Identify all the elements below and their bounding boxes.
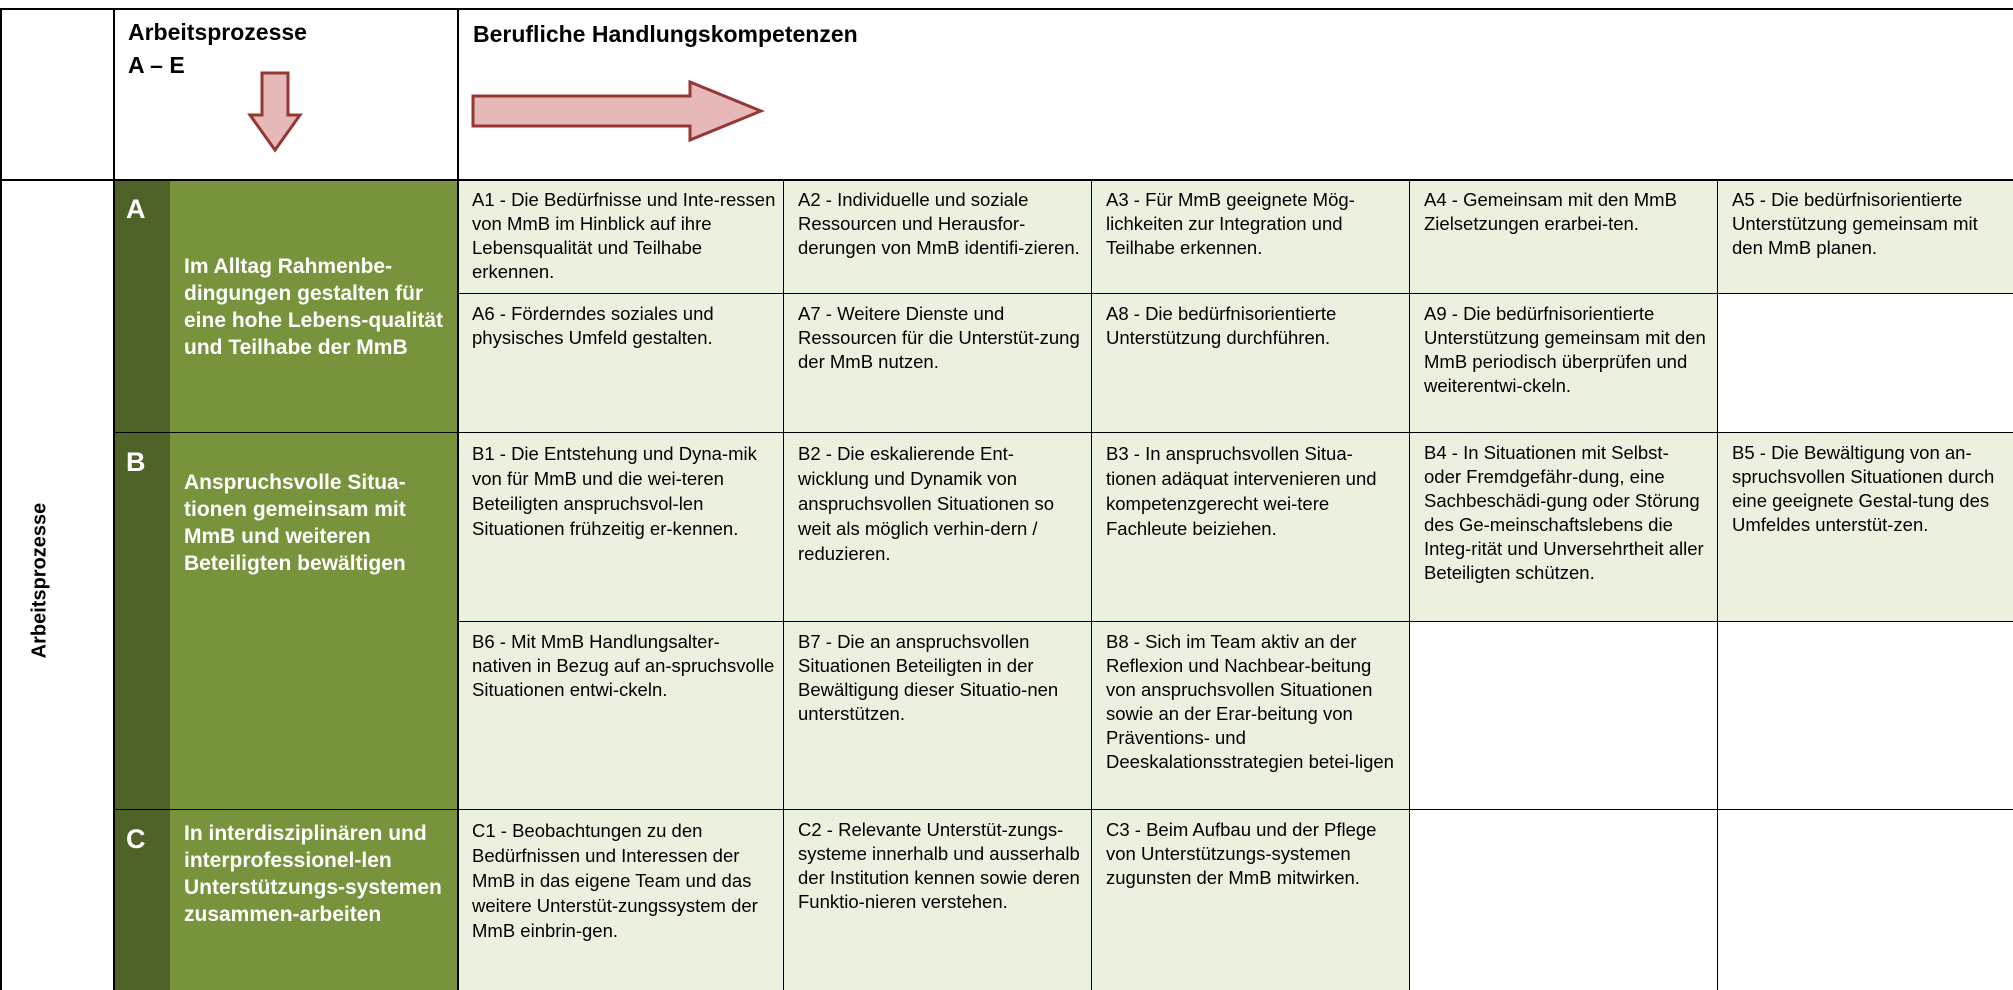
competence-divider-3 xyxy=(1409,180,1410,990)
competence-b5: B5 - Die Bewältigung von an-spruchsvollen Situationen durch eine geeignete Gestal-tung des Umfeldes unterstüt-zen. xyxy=(1718,433,2013,622)
competence-a7: A7 - Weitere Dienste und Ressourcen für die Unterstüt-zung der MmB nutzen. xyxy=(784,294,1092,433)
competence-c2: C2 - Relevante Unterstüt-zungs-systeme innerhalb und ausserhalb der Institution kennen sowie deren Funktio-nieren verstehen. xyxy=(784,810,1092,990)
empty-cell-c4 xyxy=(1410,810,1718,990)
competence-divider-1 xyxy=(783,180,784,990)
side-column-divider xyxy=(113,8,115,990)
competence-b3: B3 - In anspruchsvollen Situa-tionen adäquat intervenieren und kompetenzgerecht wei-tere Fachleute beiziehen. xyxy=(1092,433,1410,622)
competence-a4: A4 - Gemeinsam mit den MmB Zielsetzungen erarbei-ten. xyxy=(1410,180,1718,294)
arbeitsprozesse-title: Arbeitsprozesse xyxy=(128,19,307,45)
process-c-letter: C xyxy=(114,810,170,990)
empty-cell-b10 xyxy=(1718,622,2013,810)
process-a-letter: A xyxy=(114,180,170,433)
competence-b4: B4 - In Situationen mit Selbst- oder Fremdgefähr-dung, eine Sachbeschädi-gung oder Störung des Ge-meinschaftslebens die Integ-rität und Unversehrtheit aller Beteiligten schützen. xyxy=(1410,433,1718,622)
process-c-title: In interdisziplinären und interprofessionel-len Unterstützungs-systemen zusammen-arbeiten xyxy=(170,810,458,990)
competence-b1: B1 - Die Entstehung und Dyna-mik von für MmB und die wei-teren Beteiligten anspruchsvol-len Situationen frühzeitig er-kennen. xyxy=(458,433,784,622)
competence-a1: A1 - Die Bedürfnisse und Inte-ressen von MmB im Hinblick auf ihre Lebensqualität und Teilhabe erkennen. xyxy=(458,180,784,294)
process-b-letter: B xyxy=(114,433,170,810)
process-b-title: Anspruchsvolle Situa-tionen gemeinsam mit MmB und weiteren Beteiligten bewältigen xyxy=(170,433,458,810)
process-divider-bc xyxy=(114,809,2013,810)
competence-a9: A9 - Die bedürfnisorientierte Unterstützung gemeinsam mit den MmB periodisch überprüfen und weiterentwi-ckeln. xyxy=(1410,294,1718,433)
empty-cell-a10 xyxy=(1718,294,2013,433)
arbeitsprozesse-range: A – E xyxy=(128,52,185,78)
competence-b2: B2 - Die eskalierende Ent-wicklung und Dynamik von anspruchsvollen Situationen so weit als möglich verhin-dern / reduzieren. xyxy=(784,433,1092,622)
kompetenzen-title: Berufliche Handlungskompetenzen xyxy=(473,21,858,47)
process-column-divider xyxy=(457,8,459,990)
competence-a5: A5 - Die bedürfnisorientierte Unterstützung gemeinsam mit den MmB planen. xyxy=(1718,180,2013,294)
competence-c3: C3 - Beim Aufbau und der Pflege von Unterstützungs-systemen zugunsten der MmB mitwirken. xyxy=(1092,810,1410,990)
process-divider-ab xyxy=(114,432,2013,433)
competence-a3: A3 - Für MmB geeignete Mög-lichkeiten zur Integration und Teilhabe erkennen. xyxy=(1092,180,1410,294)
competence-a8: A8 - Die bedürfnisorientierte Unterstützung durchführen. xyxy=(1092,294,1410,433)
row-divider-b xyxy=(458,621,2013,622)
competence-a6: A6 - Förderndes soziales und physisches Umfeld gestalten. xyxy=(458,294,784,433)
competence-b6: B6 - Mit MmB Handlungsalter-nativen in Bezug auf an-spruchsvolle Situationen entwi-ckeln. xyxy=(458,622,784,810)
right-arrow-icon xyxy=(470,79,766,143)
side-label xyxy=(20,430,60,730)
competence-c1: C1 - Beobachtungen zu den Bedürfnissen und Interessen der MmB in das eigene Team und das weitere Unterstüt-zungssystem der MmB einbrin-gen. xyxy=(458,810,784,990)
competence-divider-2 xyxy=(1091,180,1092,990)
empty-cell-c5 xyxy=(1718,810,2013,990)
header-divider xyxy=(0,179,2013,181)
side-label-text: Arbeitsprozesse xyxy=(28,502,51,658)
table-border-top xyxy=(0,8,2013,10)
table-border-left xyxy=(0,8,2,990)
row-divider-a xyxy=(458,293,2013,294)
competence-divider-4 xyxy=(1717,180,1718,990)
down-arrow-icon xyxy=(247,71,303,153)
empty-cell-b9 xyxy=(1410,622,1718,810)
process-a-title: Im Alltag Rahmenbe-dingungen gestalten für eine hohe Lebens-qualität und Teilhabe der MmB xyxy=(170,180,458,433)
competence-a2: A2 - Individuelle und soziale Ressourcen und Herausfor-derungen von MmB identifi-zieren. xyxy=(784,180,1092,294)
competence-b8: B8 - Sich im Team aktiv an der Reflexion und Nachbear-beitung von anspruchsvollen Situationen sowie an der Erar-beitung von Präventions- und Deeskalationsstrategien betei-ligen xyxy=(1092,622,1410,810)
competence-b7: B7 - Die an anspruchsvollen Situationen Beteiligten in der Bewältigung dieser Situatio-nen unterstützen. xyxy=(784,622,1092,810)
